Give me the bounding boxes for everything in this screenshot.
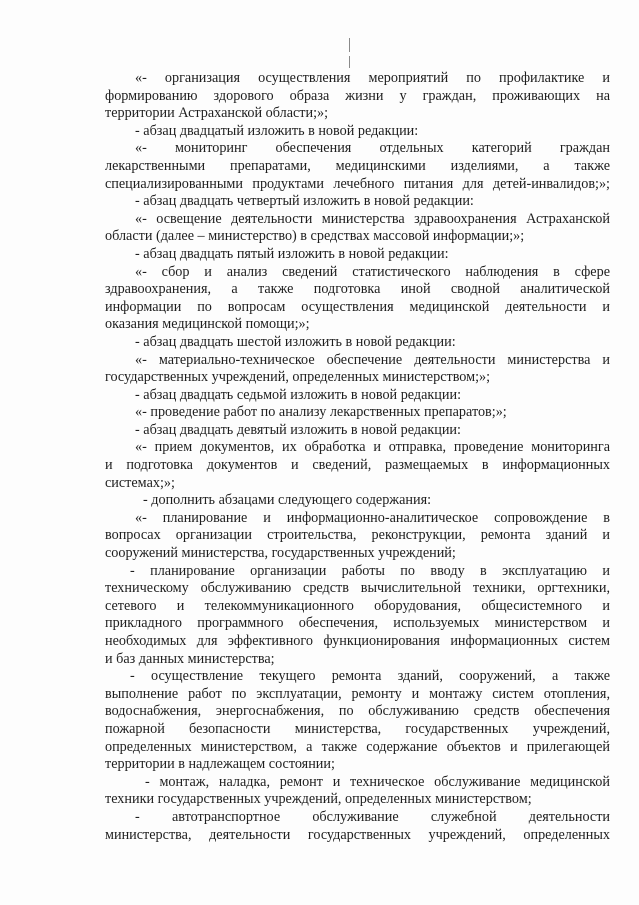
document-body: [105, 70, 610, 844]
text-line: пожарной безопасности министерства, государственных учреждений,: [105, 720, 610, 737]
text-line: - планирование организации работы по вводу в эксплуатацию и: [130, 562, 610, 579]
text-line: - абзац двадцать седьмой изложить в новой редакции:: [135, 386, 462, 403]
text-line: - дополнить абзацами следующего содержания:: [143, 492, 432, 509]
text-line: сооружений министерства, государственных учреждений;: [105, 545, 456, 562]
text-line: и подготовка документов и сведений, размещаемых в информационных: [105, 457, 610, 474]
text-line: информации по вопросам осуществления медицинской деятельности и: [105, 298, 610, 315]
text-line: - абзац двадцатый изложить в новой редакции:: [135, 122, 419, 139]
text-line: лекарственными препаратами, медицинскими изделиями, а также: [105, 157, 610, 174]
text-line: сетевого и телекоммуникационного оборудования, общесистемного и: [105, 597, 610, 614]
text-line: техники государственных учреждений, определенных министерством;: [105, 791, 532, 808]
text-line: необходимых для эффективного функционирования информационных систем: [105, 633, 610, 649]
text-line: - абзац двадцать девятый изложить в новой редакции:: [135, 421, 461, 438]
text-line: территории Астраханской области;»;: [105, 105, 329, 122]
text-line: «- материально-техническое обеспечение деятельности министерства и: [135, 351, 610, 368]
text-line: - абзац двадцать шестой изложить в новой редакции:: [135, 333, 456, 350]
text-line: области (далее – министерство) в средствах массовой информации;»;: [105, 228, 525, 245]
text-line: «- сбор и анализ сведений статистического наблюдения в сфере: [135, 263, 610, 280]
text-line: техническому обслуживанию средств вычислительной техники, оргтехники,: [105, 580, 610, 597]
text-line: - абзац двадцать четвертый изложить в новой редакции:: [135, 193, 474, 210]
text-line: министерства, деятельности государственных учреждений, определенных: [105, 826, 610, 843]
text-line: государственных учреждений, определенных министерством;»;: [105, 369, 491, 386]
text-line: системах;»;: [105, 474, 175, 491]
text-line: здравоохранения, а также подготовка иной сводной аналитической: [105, 281, 610, 298]
text-line: «- планирование и информационно-аналитическое сопровождение в: [135, 509, 610, 526]
text-line: водоснабжения, энергоснабжения, по обслуживанию средств обеспечения: [105, 703, 610, 720]
text-line: - монтаж, наладка, ремонт и техническое обслуживание медицинской: [145, 773, 610, 790]
page-fold-mark: [349, 38, 351, 68]
text-line: «- проведение работ по анализу лекарственных препаратов;»;: [135, 404, 507, 421]
text-line: «- освещение деятельности министерства здравоохранения Астраханской: [135, 210, 610, 227]
text-line: определенных министерством, а также содержание объектов и прилегающей: [105, 738, 610, 755]
text-line: прикладного программного обеспечения, используемых министерством и: [105, 615, 610, 632]
text-line: - абзац двадцать пятый изложить в новой редакции:: [135, 245, 449, 262]
text-line: выполнение работ по эксплуатации, ремонту и монтажу систем отопления,: [105, 685, 610, 702]
text-line: и баз данных министерства;: [105, 650, 275, 667]
text-line: «- организация осуществления мероприятий по профилактике и: [135, 70, 610, 86]
text-line: «- мониторинг обеспечения отдельных категорий граждан: [135, 140, 610, 157]
text-line: специализированными продуктами лечебного питания для детей-инвалидов;»;: [105, 175, 610, 192]
text-line: «- прием документов, их обработка и отправка, проведение мониторинга: [135, 439, 610, 456]
text-line: формированию здорового образа жизни у граждан, проживающих на: [105, 87, 610, 104]
text-line: - автотранспортное обслуживание служебной деятельности: [135, 808, 610, 825]
text-line: оказания медицинской помощи;»;: [105, 316, 310, 333]
text-line: территории в надлежащем состоянии;: [105, 756, 335, 773]
text-line: - осуществление текущего ремонта зданий, сооружений, а также: [130, 668, 610, 685]
text-line: вопросах организации строительства, реконструкции, ремонта зданий и: [105, 527, 610, 544]
